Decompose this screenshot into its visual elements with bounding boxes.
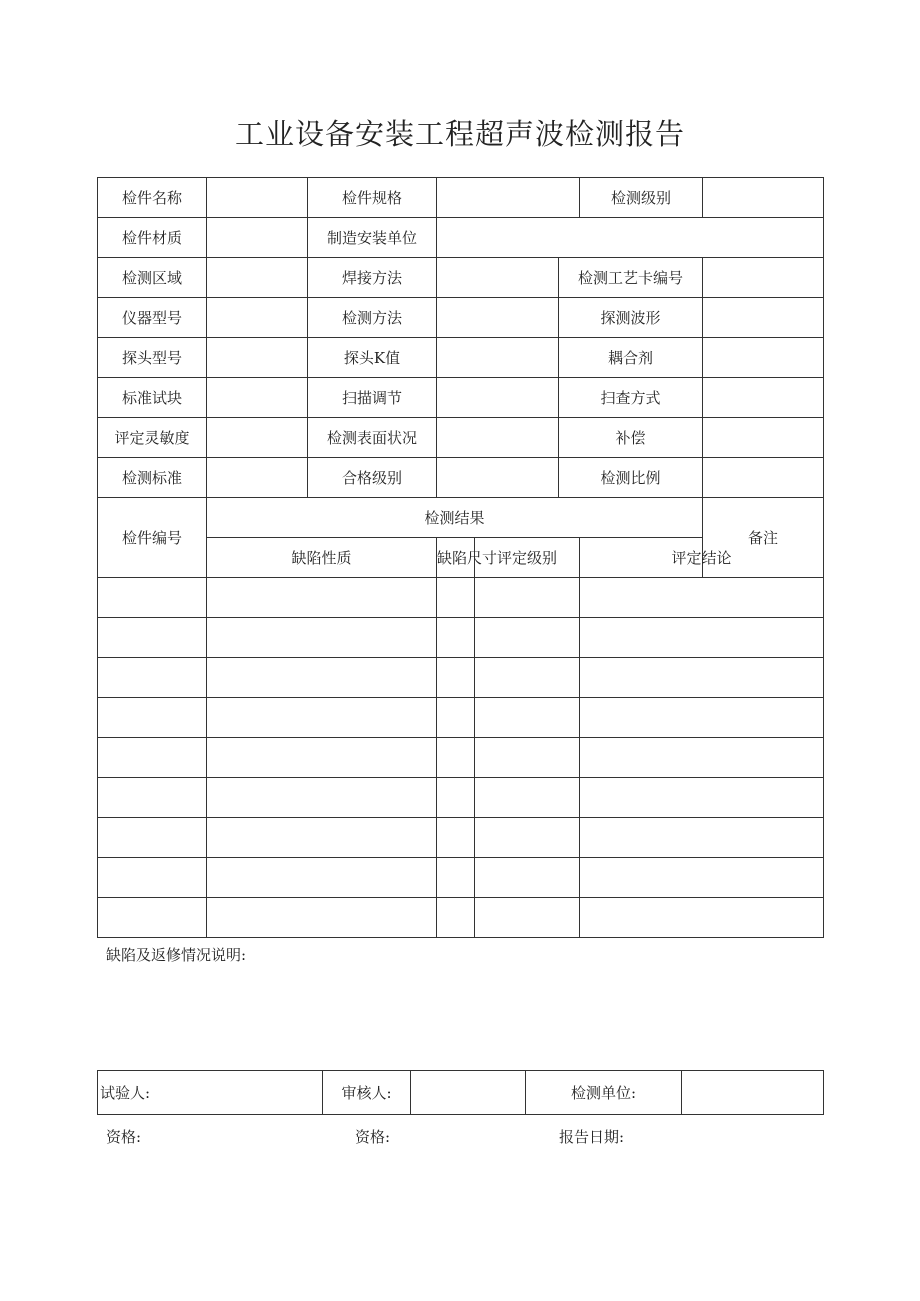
header-grade: 评定级别 <box>475 538 580 578</box>
label-process-card-no: 检测工艺卡编号 <box>559 258 703 298</box>
result-row <box>98 858 824 898</box>
cell-conclusion[interactable] <box>580 658 824 698</box>
cell-grade[interactable] <box>475 858 580 898</box>
table-row <box>98 458 824 498</box>
cell-defect-size[interactable] <box>437 858 475 898</box>
report-date-label: 报告日期: <box>559 1128 625 1146</box>
cell-grade[interactable] <box>475 818 580 858</box>
cell-part-no[interactable] <box>98 698 207 738</box>
cell-part-no[interactable] <box>98 738 207 778</box>
table-row <box>98 258 824 298</box>
field-test-level[interactable] <box>703 178 824 218</box>
field-test-standard[interactable] <box>207 458 308 498</box>
field-test-method[interactable] <box>437 298 559 338</box>
field-acceptance-level[interactable] <box>437 458 559 498</box>
label-part-material: 检件材质 <box>98 218 207 258</box>
label-couplant: 耦合剂 <box>559 338 703 378</box>
unit-label: 检测单位: <box>526 1071 682 1115</box>
field-part-spec[interactable] <box>437 178 580 218</box>
field-std-block[interactable] <box>207 378 308 418</box>
field-part-name[interactable] <box>207 178 308 218</box>
label-acceptance-level: 合格级别 <box>308 458 437 498</box>
result-row <box>98 698 824 738</box>
cell-defect-nature[interactable] <box>207 698 437 738</box>
cell-part-no[interactable] <box>98 858 207 898</box>
table-row <box>98 298 824 338</box>
table-row <box>98 178 824 218</box>
field-probe-k[interactable] <box>437 338 559 378</box>
signature-table <box>97 1070 824 1115</box>
field-sensitivity[interactable] <box>207 418 308 458</box>
label-compensation: 补偿 <box>559 418 703 458</box>
header-result-group: 检测结果 <box>207 498 703 538</box>
table-row <box>98 418 824 458</box>
cell-defect-size[interactable] <box>437 818 475 858</box>
cell-defect-size[interactable] <box>437 618 475 658</box>
header-defect-size: 缺陷尺寸 <box>437 538 475 578</box>
label-weld-method: 焊接方法 <box>308 258 437 298</box>
reviewer-field[interactable] <box>411 1071 526 1115</box>
field-wave-type[interactable] <box>703 298 824 338</box>
field-process-card-no[interactable] <box>703 258 824 298</box>
label-instrument-model: 仪器型号 <box>98 298 207 338</box>
cell-grade[interactable] <box>475 618 580 658</box>
unit-field[interactable] <box>682 1071 824 1115</box>
cell-defect-size[interactable] <box>437 778 475 818</box>
field-scan-mode[interactable] <box>703 378 824 418</box>
cell-conclusion[interactable] <box>580 898 824 938</box>
cell-grade[interactable] <box>475 738 580 778</box>
field-couplant[interactable] <box>703 338 824 378</box>
label-test-method: 检测方法 <box>308 298 437 338</box>
tester-qualification-label: 资格: <box>106 1128 142 1146</box>
table-row <box>98 538 824 578</box>
cell-defect-size[interactable] <box>437 698 475 738</box>
tester-field[interactable]: 试验人: <box>98 1071 323 1115</box>
cell-grade[interactable] <box>475 898 580 938</box>
field-test-ratio[interactable] <box>703 458 824 498</box>
cell-grade[interactable] <box>475 658 580 698</box>
cell-defect-nature[interactable] <box>207 738 437 778</box>
field-compensation[interactable] <box>703 418 824 458</box>
cell-defect-size[interactable] <box>437 738 475 778</box>
field-surface-condition[interactable] <box>437 418 559 458</box>
cell-defect-size[interactable] <box>437 898 475 938</box>
cell-conclusion[interactable] <box>580 858 824 898</box>
label-wave-type: 探测波形 <box>559 298 703 338</box>
result-row <box>98 778 824 818</box>
cell-grade[interactable] <box>475 778 580 818</box>
header-conclusion: 评定结论 <box>580 538 824 578</box>
cell-conclusion[interactable] <box>580 778 824 818</box>
label-part-spec: 检件规格 <box>308 178 437 218</box>
cell-part-no[interactable] <box>98 658 207 698</box>
cell-conclusion[interactable] <box>580 738 824 778</box>
field-weld-method[interactable] <box>437 258 559 298</box>
result-row <box>98 618 824 658</box>
field-test-area[interactable] <box>207 258 308 298</box>
cell-part-no[interactable] <box>98 578 207 618</box>
cell-defect-nature[interactable] <box>207 898 437 938</box>
table-row <box>98 498 824 538</box>
cell-defect-nature[interactable] <box>207 658 437 698</box>
result-row <box>98 898 824 938</box>
result-row <box>98 658 824 698</box>
cell-conclusion[interactable] <box>580 818 824 858</box>
label-manufacturer: 制造安装单位 <box>308 218 437 258</box>
report-table <box>97 177 824 938</box>
result-row <box>98 818 824 858</box>
field-part-material[interactable] <box>207 218 308 258</box>
cell-defect-nature[interactable] <box>207 858 437 898</box>
cell-part-no[interactable] <box>98 618 207 658</box>
cell-conclusion[interactable] <box>580 578 824 618</box>
field-probe-model[interactable] <box>207 338 308 378</box>
result-row <box>98 738 824 778</box>
cell-grade[interactable] <box>475 578 580 618</box>
header-remarks: 备注 <box>703 498 824 578</box>
label-test-area: 检测区域 <box>98 258 207 298</box>
cell-conclusion[interactable] <box>580 618 824 658</box>
cell-defect-nature[interactable] <box>207 618 437 658</box>
label-probe-model: 探头型号 <box>98 338 207 378</box>
label-test-ratio: 检测比例 <box>559 458 703 498</box>
header-defect-nature: 缺陷性质 <box>207 538 437 578</box>
cell-grade[interactable] <box>475 698 580 738</box>
cell-conclusion[interactable] <box>580 698 824 738</box>
table-row <box>98 218 824 258</box>
label-test-level: 检测级别 <box>580 178 703 218</box>
cell-part-no[interactable] <box>98 898 207 938</box>
cell-defect-size[interactable] <box>437 578 475 618</box>
result-row <box>98 578 824 618</box>
label-part-name: 检件名称 <box>98 178 207 218</box>
label-scan-mode: 扫查方式 <box>559 378 703 418</box>
field-scan-adjust[interactable] <box>437 378 559 418</box>
cell-part-no[interactable] <box>98 778 207 818</box>
label-scan-adjust: 扫描调节 <box>308 378 437 418</box>
cell-defect-nature[interactable] <box>207 578 437 618</box>
table-row <box>98 1071 824 1115</box>
label-test-standard: 检测标准 <box>98 458 207 498</box>
cell-defect-size[interactable] <box>437 658 475 698</box>
report-title: 工业设备安装工程超声波检测报告 <box>234 117 685 151</box>
reviewer-label: 审核人: <box>323 1071 411 1115</box>
cell-defect-nature[interactable] <box>207 778 437 818</box>
header-part-no: 检件编号 <box>98 498 207 578</box>
label-std-block: 标准试块 <box>98 378 207 418</box>
table-row <box>98 378 824 418</box>
cell-part-no[interactable] <box>98 818 207 858</box>
field-instrument-model[interactable] <box>207 298 308 338</box>
label-sensitivity: 评定灵敏度 <box>98 418 207 458</box>
table-row <box>98 338 824 378</box>
reviewer-qualification-label: 资格: <box>355 1128 391 1146</box>
cell-defect-nature[interactable] <box>207 818 437 858</box>
field-manufacturer[interactable] <box>437 218 824 258</box>
label-probe-k: 探头K值 <box>308 338 437 378</box>
label-surface-condition: 检测表面状况 <box>308 418 437 458</box>
defect-repair-note-label: 缺陷及返修情况说明: <box>106 946 247 964</box>
